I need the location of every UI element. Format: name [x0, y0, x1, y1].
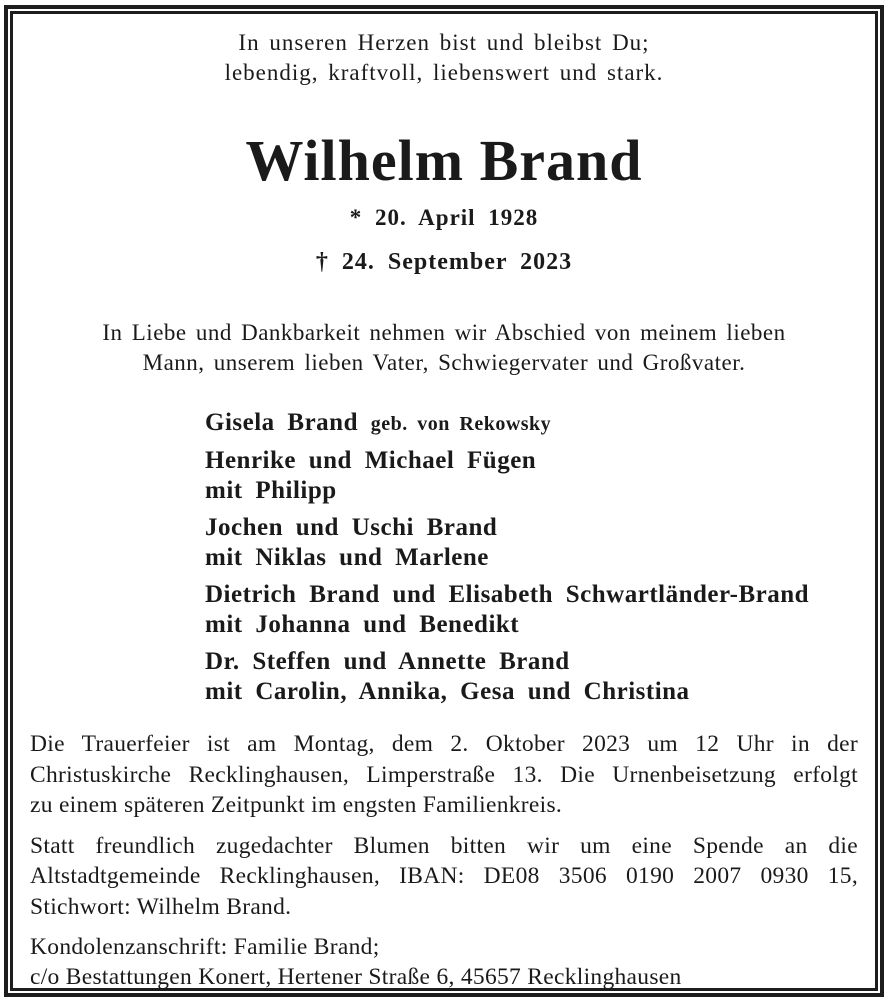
mourner-children: mit Niklas und Marlene [205, 544, 489, 571]
mourner-children: mit Carolin, Annika, Gesa und Christina [205, 678, 690, 705]
epigraph-line-1: In unseren Herzen bist und bleibst Du; [238, 30, 650, 55]
obituary-outer-frame [4, 5, 884, 997]
condolence-address-line-1: Kondolenzanschrift: Familie Brand; [30, 934, 380, 960]
condolence-address-line-2: c/o Bestattungen Konert, Hertener Straße 6, 45657 Recklinghausen [30, 964, 682, 990]
donation-info-line-3: Stichwort: Wilhelm Brand. [30, 893, 292, 920]
condolence-address [30, 932, 858, 992]
epigraph-line-2: lebendig, kraftvoll, liebenswert und stark. [224, 60, 664, 85]
funeral-info-line-2: Christuskirche Recklinghausen, Limperstraße 13. Die Urnenbeisetzung erfolgt [30, 761, 858, 788]
funeral-info-line-3: zu einem späteren Zeitpunkt im engsten Familienkreis. [30, 792, 563, 818]
birth-date: * 20. April 1928 [349, 205, 539, 230]
funeral-info [30, 729, 858, 821]
mourner-entry [205, 580, 858, 640]
funeral-info-line-1: Die Trauerfeier ist am Montag, dem 2. Oktober 2023 um 12 Uhr in der [30, 731, 858, 757]
mourner-entry [205, 408, 858, 439]
obituary-inner-frame [10, 11, 878, 991]
mourner-entry [205, 513, 858, 573]
mourner-entry [205, 647, 858, 707]
deceased-name: Wilhelm Brand [245, 128, 643, 193]
intro-line-2: Mann, unserem lieben Vater, Schwiegervater und Großvater. [142, 350, 746, 375]
intro-text [30, 318, 858, 378]
mourner-entry [205, 446, 858, 506]
mourner-children: mit Johanna und Benedikt [205, 611, 520, 638]
mourner-name-suffix: geb. von Rekowsky [370, 413, 552, 435]
donation-info-line-1: Statt freundlich zugedachter Blumen bitten wir um eine Spende an die [30, 832, 858, 859]
mourners-list [205, 408, 858, 707]
mourner-name: Dietrich Brand und Elisabeth Schwartländer-Brand [205, 581, 810, 608]
mourner-name: Dr. Steffen und Annette Brand [205, 648, 570, 675]
epigraph [30, 28, 858, 88]
donation-info [30, 831, 858, 923]
intro-line-1: In Liebe und Dankbarkeit nehmen wir Abschied von meinem lieben [102, 320, 786, 345]
mourner-name: Henrike und Michael Fügen [205, 447, 537, 474]
notice-details [30, 729, 858, 992]
obituary-content [13, 14, 875, 988]
mourner-children: mit Philipp [205, 477, 337, 504]
mourner-name [205, 408, 858, 439]
death-date: † 24. September 2023 [315, 249, 573, 275]
donation-info-line-2: Altstadtgemeinde Recklinghausen, IBAN: DE08 3506 0190 2007 0930 15, [30, 863, 858, 889]
mourner-name: Jochen und Uschi Brand [205, 514, 498, 541]
mourner-name-main: Gisela Brand [205, 409, 358, 436]
